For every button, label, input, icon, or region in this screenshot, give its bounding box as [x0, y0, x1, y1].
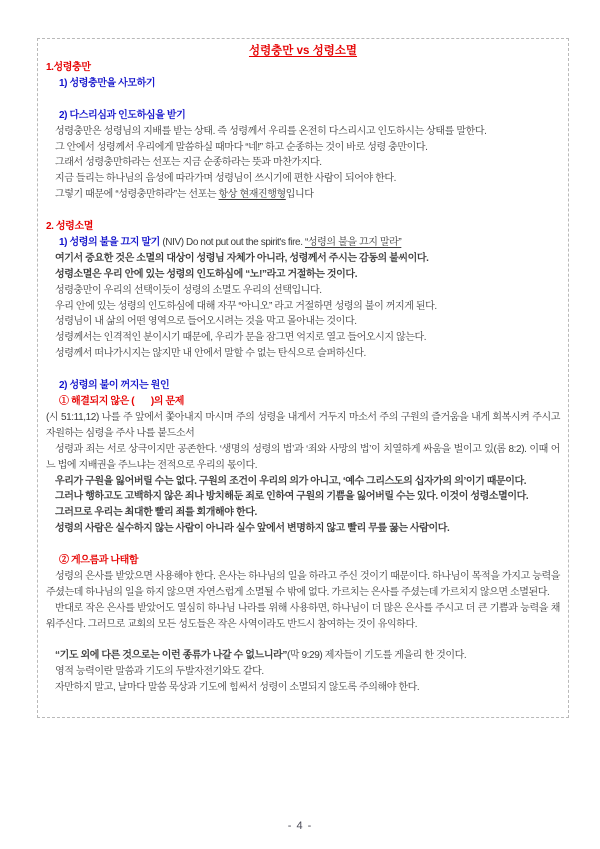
doc-line: [46, 569, 560, 601]
doc-text-segment: 성령께서 떠나가시지는 않지만 내 안에서 말할 수 없는 탄식으로 슬퍼하신다.: [55, 348, 366, 360]
document-title: 성령충만 vs 성령소멸: [248, 45, 358, 57]
doc-line: [46, 187, 560, 203]
doc-line: [46, 474, 560, 490]
doc-text-segment: (시 51:11,12) 나를 주 앞에서 쫓아내지 마시며 주의 성령을 내게서 거두지 마소서 주의 구원의 즐거움을 내게 회복시켜 주시고 자원하는 심령을 주사 나를 붙드소서: [46, 411, 560, 439]
doc-line: [46, 394, 560, 410]
doc-line: [46, 124, 560, 140]
doc-line: [46, 378, 560, 394]
doc-text-segment: 항상 현재진행형: [218, 189, 286, 201]
doc-text-segment: 그러므로 우리는 최대한 빨리 죄를 회개해야 한다.: [55, 507, 257, 519]
doc-line: [46, 346, 560, 362]
doc-text-segment: ① 해결되지 않은 ( )의 문제: [59, 395, 184, 407]
doc-line: [46, 76, 560, 92]
doc-line: [46, 410, 560, 442]
doc-line: [46, 648, 560, 664]
doc-text-segment: 성령의 은사를 받았으면 사용해야 한다. 은사는 하나님의 일을 하라고 주신 것이기 때문이다. 하나님이 목적을 가지고 능력을 주셨는데 하나님의 일을 하지 않으면 자연스럽게 소멸될 수 밖에 없다. 가르치는 은사를 주셨는데 가르치지 않으면 소멸된다.: [46, 570, 560, 598]
document-body: [46, 60, 560, 696]
doc-text-segment: 1) 성령의 불을 끄지 말기: [59, 236, 160, 248]
doc-text-segment: 영적 능력이란 말씀과 기도의 두발자전기와도 같다.: [55, 666, 264, 678]
doc-line: [46, 601, 560, 633]
doc-line: [46, 505, 560, 521]
doc-line: [46, 155, 560, 171]
doc-line: [46, 489, 560, 505]
doc-line: [46, 553, 560, 569]
doc-text-segment: “성령의 불을 끄지 말라”: [304, 236, 402, 248]
doc-line: [46, 171, 560, 187]
page-number: - 4 -: [287, 820, 313, 832]
doc-line: [46, 251, 560, 267]
doc-text-segment: 우리가 구원을 잃어버릴 수는 없다. 구원의 조건이 우리의 의가 아니고, ‘예수 그리스도의 십자가의 의’이기 때문이다.: [55, 475, 527, 487]
doc-line: [46, 521, 560, 537]
doc-line: [46, 60, 560, 76]
doc-line: [46, 219, 560, 235]
doc-text-segment: “기도 외에 다른 것으로는 이런 종류가 나갈 수 없느니라”: [55, 650, 287, 662]
doc-line: [46, 140, 560, 156]
doc-text-segment: (NIV) Do not put out the spirit's fire.: [159, 236, 305, 248]
doc-line: [46, 235, 560, 251]
doc-text-segment: 성령충만이 우리의 선택이듯이 성령의 소멸도 우리의 선택입니다.: [55, 284, 322, 296]
doc-line: [46, 283, 560, 299]
doc-text-segment: 2) 성령의 불이 꺼지는 원인: [59, 380, 170, 392]
document-border-frame: [37, 38, 569, 718]
doc-text-segment: 우리 안에 있는 성령의 인도하심에 대해 자꾸 “아니오” 라고 거절하면 성령의 불이 꺼지게 된다.: [55, 300, 437, 312]
doc-text-segment: ② 게으름과 나태함: [59, 555, 139, 567]
doc-text-segment: (막 9:29) 제자들이 기도를 게을리 한 것이다.: [286, 650, 467, 662]
doc-line: [46, 108, 560, 124]
doc-line: [46, 442, 560, 474]
doc-text-segment: 그러나 행하고도 고백하지 않은 죄나 방치해둔 죄로 인하여 구원의 기쁨을 잃어버릴 수는 있다. 이것이 성령소멸이다.: [55, 491, 529, 503]
doc-text-segment: 성령충만은 성령님의 지배를 받는 상태. 즉 성령께서 우리를 온전히 다스리시고 인도하시는 상태를 말한다.: [55, 125, 487, 137]
doc-text-segment: 성령님이 내 삶의 어떤 영역으로 들어오시려는 것을 막고 몰아내는 것이다.: [55, 316, 357, 328]
doc-text-segment: 성령과 죄는 서로 상극이지만 공존한다. ‘생명의 성령의 법’과 ‘죄와 사망의 법’이 치열하게 싸움을 벌이고 있(롬 8:2). 이때 어느 법에 지배권을 주느냐는 전적으로 우리의 몫이다.: [46, 443, 560, 471]
line-spacer: [46, 633, 560, 649]
doc-text-segment: 그 안에서 성령께서 우리에게 말씀하실 때마다 “네!” 하고 순종하는 것이 바로 성령 충만이다.: [55, 141, 428, 153]
doc-text-segment: 지금 들리는 하나님의 음성에 따라가며 성령님이 쓰시기에 편한 사람이 되어야 한다.: [55, 173, 397, 185]
doc-line: [46, 664, 560, 680]
doc-line: [46, 299, 560, 315]
doc-text-segment: 2) 다스리심과 인도하심을 받기: [59, 109, 186, 121]
doc-text-segment: 그래서 성령충만하라는 선포는 지금 순종하라는 뜻과 마찬가지다.: [55, 157, 322, 169]
doc-text-segment: 1.성령충만: [46, 62, 91, 73]
doc-text-segment: 여기서 중요한 것은 소멸의 대상이 성령님 자체가 아니라, 성령께서 주시는 감동의 불씨이다.: [55, 252, 429, 264]
doc-text-segment: 그렇기 때문에 “성령충만하라”는 선포는: [55, 189, 219, 201]
doc-text-segment: 반대로 작은 은사를 받았어도 열심히 하나님 나라를 위해 사용하면, 하나님이 더 많은 은사를 주시고 더 큰 기쁨과 능력을 채워주신다. 그러므로 교회의 모든 성도들은 작은 사역이라도 반드시 참여하는 것이 유익하다.: [46, 602, 560, 630]
doc-line: [46, 314, 560, 330]
doc-line: [46, 267, 560, 283]
line-spacer: [46, 92, 560, 108]
doc-text-segment: 2. 성령소멸: [46, 221, 93, 233]
doc-text-segment: 성령께서는 인격적인 분이시기 때문에, 우리가 문을 잠그면 억지로 열고 들어오시지 않는다.: [55, 332, 427, 344]
doc-text-segment: 성령의 사람은 실수하지 않는 사람이 아니라 실수 앞에서 변명하지 않고 빨리 무릎 꿇는 사람이다.: [55, 523, 450, 535]
doc-text-segment: 성령소멸은 우리 안에 있는 성령의 인도하심에 “노!”라고 거절하는 것이다.: [55, 268, 358, 280]
doc-line: [46, 330, 560, 346]
doc-text-segment: 1) 성령충만을 사모하기: [59, 77, 156, 89]
doc-line: [46, 680, 560, 696]
doc-text-segment: 자만하지 말고, 날마다 말씀 묵상과 기도에 힘써서 성령이 소멸되지 않도록 주의해야 한다.: [55, 682, 420, 694]
line-spacer: [46, 203, 560, 219]
doc-text-segment: 입니다: [285, 189, 314, 201]
line-spacer: [46, 537, 560, 553]
line-spacer: [46, 362, 560, 378]
